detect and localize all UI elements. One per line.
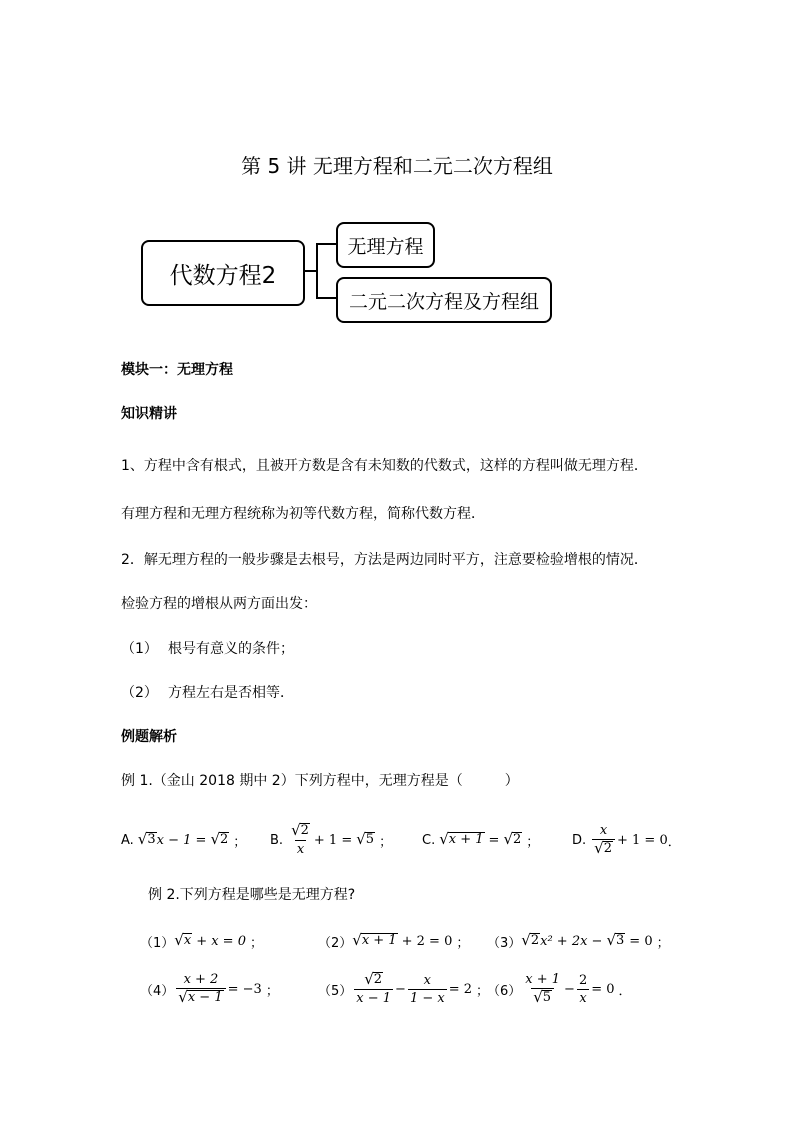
fraction: √ 2 x − 1 bbox=[356, 970, 392, 1006]
example-2-question: 例 2.下列方程是哪些是无理方程? bbox=[148, 887, 356, 903]
diagram-branch-b-label: 二元二次方程及方程组 bbox=[348, 290, 539, 313]
connector-top bbox=[316, 243, 336, 245]
diagram-branch-quadratic bbox=[336, 277, 552, 323]
option-c: C. √ x + 1 = √ 2 ； bbox=[422, 830, 540, 850]
list-item-1-text: 根号有意义的条件； bbox=[168, 641, 294, 657]
diagram-branch-irrational bbox=[336, 222, 435, 268]
connector-stem bbox=[303, 270, 317, 272]
option-d: D. x √ 2 + 1 = 0 ． bbox=[572, 823, 681, 857]
option-b-label: B. bbox=[270, 832, 284, 848]
page-title: 第 5 讲 无理方程和二元二次方程组 bbox=[241, 154, 553, 178]
example-2-item-6: （6） x + 1 √ 5 − $\frac{2}{x}$ = 0 ． bbox=[487, 972, 632, 1006]
sqrt-symbol: √ x − 1 bbox=[178, 988, 223, 1006]
example-1-question: 例 1.（金山 2018 期中 2）下列方程中，无理方程是（ ） bbox=[121, 773, 519, 789]
sqrt-symbol: √ 2 bbox=[364, 970, 383, 988]
sqrt-symbol: √ 2 bbox=[291, 821, 309, 839]
sqrt-symbol: √ x bbox=[174, 931, 192, 950]
sqrt-symbol: √ x + 1 bbox=[352, 931, 397, 950]
paragraph-classification: 有理方程和无理方程统称为初等代数方程，简称代数方程． bbox=[121, 506, 485, 522]
item-3-formula: √ 2 x² + 2x − √ 3 = 0 bbox=[521, 931, 653, 950]
sqrt-symbol: √ 2 bbox=[594, 839, 612, 857]
paragraph-definition: 1、方程中含有根式，且被开方数是含有未知数的代数式，这样的方程叫做无理方程． bbox=[121, 458, 648, 474]
diagram-main-label: 代数方程2 bbox=[169, 262, 277, 289]
fraction: √ 2 x bbox=[291, 821, 309, 857]
fraction: $\frac{2}{x}$ bbox=[578, 972, 588, 1006]
sqrt-symbol: √ 5 bbox=[356, 830, 375, 849]
sqrt-symbol: √ 3 bbox=[606, 931, 625, 950]
examples-heading: 例题解析 bbox=[121, 729, 177, 745]
knowledge-heading: 知识精讲 bbox=[121, 406, 177, 422]
option-b-formula: √ 2 x + 1 = √ 5 bbox=[291, 821, 375, 857]
option-a: A. √ 3 x − 1 = √ 2 ； bbox=[121, 830, 247, 850]
connector-vertical bbox=[316, 243, 318, 299]
option-c-formula: √ x + 1 = √ 2 bbox=[439, 830, 522, 849]
item-2-formula: √ x + 1 + 2 = 0 bbox=[352, 931, 453, 950]
option-d-label: D. bbox=[572, 832, 587, 848]
sqrt-symbol: √ 3 bbox=[137, 830, 156, 849]
option-a-label: A. bbox=[121, 832, 134, 848]
example-2-item-1: （1） √ x + x = 0 ； bbox=[140, 931, 263, 951]
sqrt-symbol: √ 2 bbox=[521, 931, 540, 950]
item-1-formula: √ x + x = 0 bbox=[174, 931, 246, 950]
diagram-main-node bbox=[141, 240, 305, 306]
sqrt-symbol: √ 2 bbox=[503, 830, 522, 849]
list-item-2-number: （2） bbox=[121, 685, 158, 701]
example-2-item-2: （2） √ x + 1 + 2 = 0 ； bbox=[318, 931, 470, 951]
module-heading: 模块一：无理方程 bbox=[121, 362, 233, 378]
example-2-item-5: （5） √ 2 x − 1 − $\frac{x}{1 - x}$ = 2 ； bbox=[318, 970, 490, 1006]
fraction: x + 1 √ 5 bbox=[525, 972, 561, 1006]
fraction: x + 2 √ x − 1 bbox=[176, 972, 225, 1006]
fraction: $\frac{x}{1 - x}$ bbox=[409, 972, 445, 1006]
diagram-branch-a-label: 无理方程 bbox=[347, 235, 424, 258]
connector-bottom bbox=[316, 297, 336, 299]
example-2-item-3: （3） √ 2 x² + 2x − √ 3 = 0 ； bbox=[487, 931, 670, 951]
option-c-label: C. bbox=[422, 832, 436, 848]
option-a-formula: √ 3 x − 1 = √ 2 bbox=[137, 830, 229, 849]
paragraph-steps: 2．解无理方程的一般步骤是去根号，方法是两边同时平方，注意要检验增根的情况． bbox=[121, 552, 648, 568]
sqrt-symbol: √ 2 bbox=[210, 830, 229, 849]
sqrt-symbol: √ 5 bbox=[533, 988, 552, 1006]
item-4-formula: x + 2 √ x − 1 = −3 bbox=[178, 972, 262, 1006]
list-item-1-number: （1） bbox=[121, 641, 158, 657]
sqrt-symbol: √ x + 1 bbox=[439, 830, 484, 849]
item-5-formula: √ 2 x − 1 − $\frac{x}{1 - x}$ = 2 bbox=[356, 970, 473, 1006]
fraction: x √ 2 bbox=[592, 823, 615, 857]
list-item-2-text: 方程左右是否相等． bbox=[168, 685, 294, 701]
option-b: B. √ 2 x + 1 = √ 5 ； bbox=[270, 821, 393, 857]
paragraph-check: 检验方程的增根从两方面出发： bbox=[121, 596, 317, 612]
item-6-formula: x + 1 √ 5 − $\frac{2}{x}$ = 0 bbox=[525, 972, 615, 1006]
option-d-formula: x √ 2 + 1 = 0 bbox=[594, 823, 668, 857]
example-2-item-4: （4） x + 2 √ x − 1 = −3 ； bbox=[140, 972, 279, 1006]
